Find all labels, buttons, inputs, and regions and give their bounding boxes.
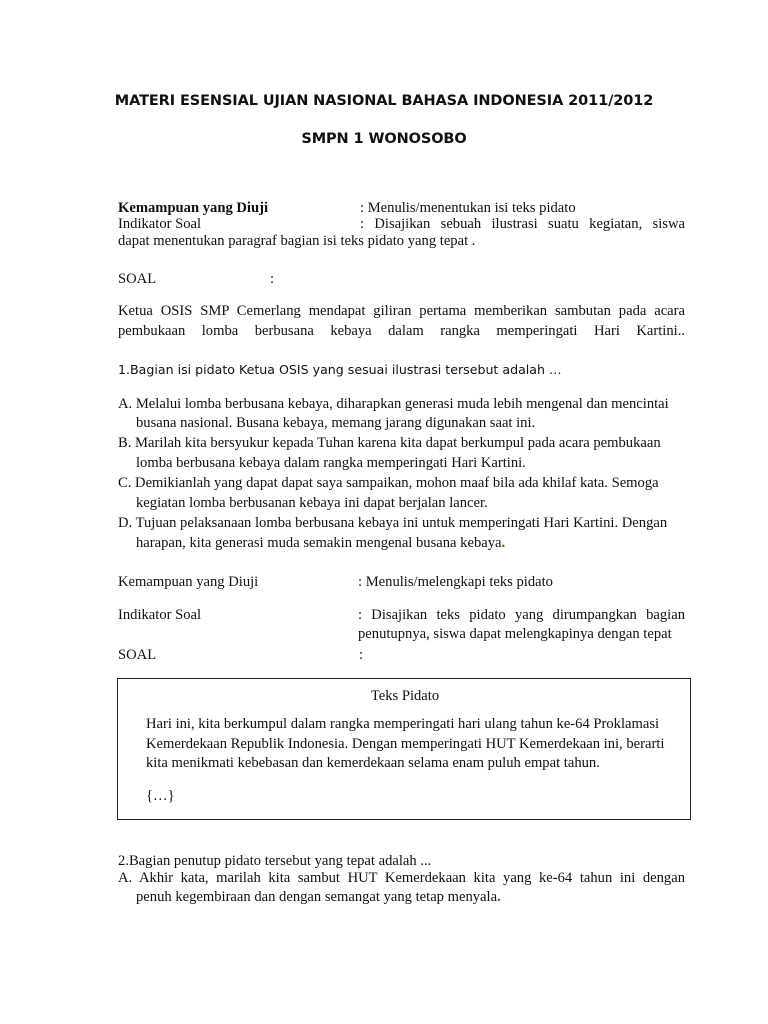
stimulus-paragraph-line2: pembukaan lomba berbusana kebaya dalam rangka memperingati Hari Kartini.. bbox=[118, 323, 685, 339]
speech-ellipsis: {…} bbox=[146, 788, 175, 804]
option-d-line2 bbox=[136, 534, 505, 552]
option-b-line1: B. Marilah kita bersyukur kepada Tuhan karena kita dapat berkumpul pada acara pembukaan bbox=[118, 435, 661, 451]
speech-line-2: Kemerdekaan Republik Indonesia. Dengan memperingati HUT Kemerdekaan ini, berarti bbox=[146, 736, 665, 752]
speech-line-1: Hari ini, kita berkumpul dalam rangka memperingati hari ulang tahun ke-64 Proklamasi bbox=[146, 716, 660, 732]
soal-label-1: SOAL bbox=[118, 271, 157, 287]
question-1: 1.Bagian isi pidato Ketua OSIS yang sesuai ilustrasi tersebut adalah … bbox=[118, 362, 562, 377]
indikator-label-2: Indikator Soal bbox=[118, 607, 202, 623]
indikator-value-1-line2: dapat menentukan paragraf bagian isi teks pidato yang tepat . bbox=[118, 233, 476, 249]
indikator-label-1: Indikator Soal bbox=[118, 216, 202, 232]
option-b-line2: lomba berbusana kebaya dalam rangka memperingati Hari Kartini. bbox=[136, 455, 526, 471]
school-name: SMPN 1 WONOSOBO bbox=[301, 131, 467, 147]
indikator-value-2-line1: : Disajikan teks pidato yang dirumpangkan bagian bbox=[358, 607, 685, 623]
kemampuan-value-1: : Menulis/menentukan isi teks pidato bbox=[360, 200, 576, 216]
speech-line-3: kita menikmati kebebasan dan kemerdekaan selama enam puluh empat tahun. bbox=[146, 755, 600, 771]
option-2a-mark: . bbox=[497, 889, 501, 905]
document-title: MATERI ESENSIAL UJIAN NASIONAL BAHASA INDONESIA 2011/2012 bbox=[114, 93, 654, 109]
speech-box-title: Teks Pidato bbox=[370, 688, 440, 704]
option-c-line1: C. Demikianlah yang dapat dapat saya sampaikan, mohon maaf bila ada khilaf kata. Semoga bbox=[118, 475, 659, 491]
option-d-line1: D. Tujuan pelaksanaan lomba berbusana kebaya ini untuk memperingati Hari Kartini. Dengan bbox=[118, 515, 668, 531]
option-d-mark: . bbox=[501, 535, 506, 551]
option-2a-line2 bbox=[136, 888, 501, 906]
soal-label-2: SOAL bbox=[118, 647, 157, 663]
kemampuan-label-1: Kemampuan yang Diuji bbox=[118, 200, 269, 216]
option-d-line2-text: harapan, kita generasi muda semakin mengenal busana kebaya bbox=[136, 535, 502, 551]
stimulus-paragraph-line1: Ketua OSIS SMP Cemerlang mendapat giliran pertama memberikan sambutan pada acara bbox=[118, 303, 685, 319]
option-a-line1: A. Melalui lomba berbusana kebaya, diharapkan generasi muda lebih mengenal dan mencintai bbox=[118, 396, 669, 412]
indikator-value-2-line2: penutupnya, siswa dapat melengkapinya dengan tepat bbox=[358, 626, 672, 642]
indikator-value-1-line1: : Disajikan sebuah ilustrasi suatu kegiatan, siswa bbox=[360, 216, 685, 232]
speech-text-box bbox=[117, 678, 691, 820]
soal-colon-1: : bbox=[270, 271, 275, 287]
option-2a-line2-text: penuh kegembiraan dan dengan semangat yang tetap menyala bbox=[136, 889, 498, 905]
question-2: 2.Bagian penutup pidato tersebut yang tepat adalah ... bbox=[118, 853, 432, 869]
soal-colon-2: : bbox=[359, 647, 364, 663]
kemampuan-value-2: : Menulis/melengkapi teks pidato bbox=[358, 574, 553, 590]
option-c-line2: kegiatan lomba berbusanan kebaya ini dapat berjalan lancer. bbox=[136, 495, 488, 511]
kemampuan-label-2: Kemampuan yang Diuji bbox=[118, 574, 259, 590]
option-a-line2: busana nasional. Busana kebaya, memang jarang digunakan saat ini. bbox=[136, 415, 536, 431]
option-2a-line1: A. Akhir kata, marilah kita sambut HUT Kemerdekaan kita yang ke-64 tahun ini dengan bbox=[118, 870, 685, 886]
